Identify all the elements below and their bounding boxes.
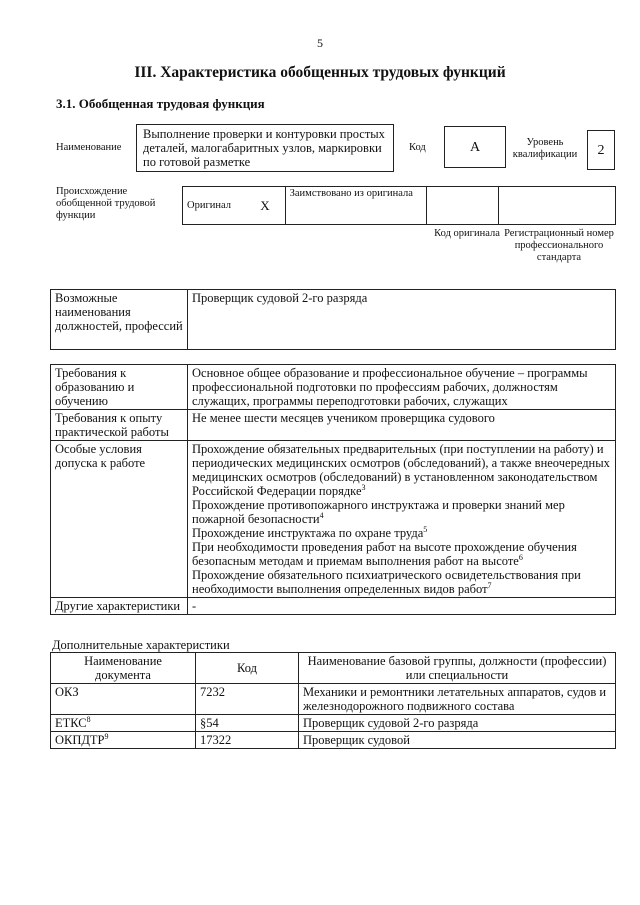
section-title: III. Характеристика обобщенных трудовых функций	[134, 64, 506, 81]
condition-item: При необходимости проведения работ на высоте прохождение обучения безопасным методам и приемам выполнения работ на высоте$^6$	[192, 540, 577, 568]
condition-item: Прохождение обязательных предварительных (при поступлении на работу) и периодических медицинских осмотров (обследований), а также внеочередных медицинских осмотров (обследований) в установленном законодательством Российской Федерации порядке$^3$	[192, 442, 610, 498]
row-code: 7232	[196, 684, 299, 715]
col-header-name: Наименование базовой группы, должности (профессии) или специальности	[299, 653, 616, 684]
subsection-title: 3.1. Обобщенная трудовая функция	[56, 96, 265, 111]
row-code: 17322	[196, 732, 299, 749]
level-label: Уровень квалификации	[512, 137, 578, 160]
origin-table	[182, 186, 616, 225]
original-label: Оригинал	[183, 187, 257, 225]
condition-item: Прохождение противопожарного инструктажа и проверки знаний мер пожарной безопасности$^4$	[192, 498, 565, 526]
name-value-box	[136, 124, 394, 172]
req-experience-label: Требования к опыту практической работы	[51, 410, 188, 441]
reg-number-cell	[499, 187, 616, 225]
table-row	[51, 715, 616, 732]
table-row	[51, 732, 616, 749]
requirements-table	[50, 364, 616, 615]
positions-label: Возможные наименования должностей, профессий	[51, 290, 188, 350]
table-row	[51, 684, 616, 715]
req-conditions-label: Особые условия допуска к работе	[51, 441, 188, 598]
name-value: Выполнение проверки и контуровки простых деталей, малогабаритных узлов, маркировки по готовой разметке	[143, 127, 385, 169]
reg-number-label: Регистрационный номер профессионального стандарта	[504, 228, 614, 263]
req-education-value: Основное общее образование и профессиональное обучение – программы профессиональной подготовки по профессиям рабочих, должностям служащих, программы переподготовки рабочих, служащих	[188, 365, 616, 410]
row-doc: ОКПДТР$^9$	[51, 732, 196, 749]
req-education-label: Требования к образованию и обучению	[51, 365, 188, 410]
req-experience-value: Не менее шести месяцев учеником проверщика судового	[188, 410, 616, 441]
code-original-cell	[426, 187, 498, 225]
row-name: Механики и ремонтники летательных аппаратов, судов и железнодорожного подвижного состава	[299, 684, 616, 715]
col-header-code: Код	[196, 653, 299, 684]
code-original-label: Код оригинала	[434, 228, 500, 239]
positions-table	[50, 289, 616, 350]
row-name: Проверщик судовой	[299, 732, 616, 749]
positions-value: Проверщик судовой 2-го разряда	[188, 290, 616, 350]
code-label: Код	[409, 142, 426, 153]
row-doc: ОКЗ	[51, 684, 196, 715]
row-code: §54	[196, 715, 299, 732]
additional-table	[50, 652, 616, 749]
borrowed-label: Заимствовано из оригинала	[285, 187, 426, 225]
code-value: А	[444, 126, 506, 168]
additional-title: Дополнительные характеристики	[52, 638, 230, 652]
original-mark: Х	[256, 187, 285, 225]
page-number: 5	[317, 36, 323, 50]
req-other-value: -	[188, 598, 616, 615]
condition-item: Прохождение обязательного психиатрического освидетельствования при необходимости выполнения определенных видов работ$^7$	[192, 568, 581, 596]
condition-item: Прохождение инструктажа по охране труда$^5$	[192, 524, 428, 540]
name-label: Наименование	[56, 142, 122, 153]
req-other-label: Другие характеристики	[51, 598, 188, 615]
row-doc: ЕТКС$^8$	[51, 715, 196, 732]
req-conditions-value	[188, 441, 616, 598]
col-header-doc: Наименование документа	[51, 653, 196, 684]
origin-label: Происхождение обобщенной трудовой функции	[56, 186, 156, 221]
level-value: 2	[587, 130, 615, 170]
row-name: Проверщик судовой 2-го разряда	[299, 715, 616, 732]
